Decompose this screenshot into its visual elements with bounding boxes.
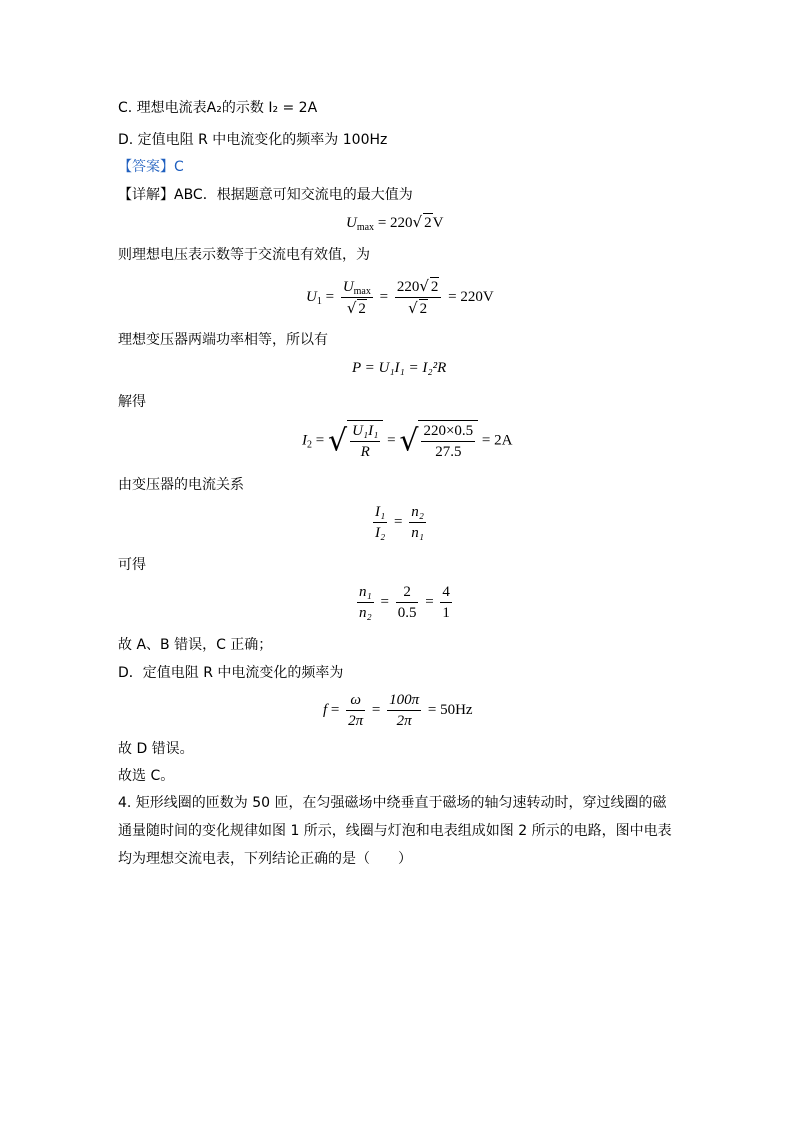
equation-i2: $I_2$ = √ $\frac{\text{U₁I₁}}{R}$ = √ $\frac{220\times 0.5}{27.5}$ = 2A — [302, 420, 512, 462]
equation-u1: $U_1$ = $\frac{U_{max}}{√ 2}$ = $\frac{220√ 2}{√ 2}$ = 220V — [306, 277, 494, 317]
ratio-intro: 由变压器的电流关系 — [118, 477, 244, 493]
rms-intro: 则理想电压表示数等于交流电有效值，为 — [118, 247, 370, 263]
equation-turns-ratio: $\frac{\text{n₁}}{\text{n₂}}$ = $\frac{2}{0.5}$ = $\frac{4}{1}$ — [359, 584, 450, 621]
option-c: C. 理想电流表A₂的示数 I₂ = 2A — [118, 100, 318, 116]
conclusion-d: 故 D 错误。 — [118, 741, 194, 757]
equation-power: P = U₁I₁ = I₂²R — [352, 360, 447, 376]
obtain-label: 可得 — [118, 557, 146, 573]
detail-intro: 【详解】ABC．根据题意可知交流电的最大值为 — [118, 187, 413, 203]
equation-umax: $U_{max} = 220√$ 2V — [346, 213, 444, 233]
question-4-line-2: 通量随时间的变化规律如图 1 所示，线圈与灯泡和电表组成如图 2 所示的电路，图中电表 — [118, 823, 672, 839]
power-intro: 理想变压器两端功率相等，所以有 — [118, 332, 328, 348]
equation-current-ratio: $\frac{\text{I₁}}{\text{I₂}}$ = $\frac{\text{n₂}}{\text{n₁}}$ — [375, 504, 424, 541]
question-4-line-3: 均为理想交流电表，下列结论正确的是（ ） — [118, 851, 412, 867]
option-d: D. 定值电阻 R 中电流变化的频率为 100Hz — [118, 132, 388, 148]
question-4-line-1: 4. 矩形线圈的匝数为 50 匝，在匀强磁场中绕垂直于磁场的轴匀速转动时，穿过线圈的磁 — [118, 795, 667, 811]
conclusion-abc: 故 A、B 错误，C 正确； — [118, 637, 273, 653]
equation-frequency: f = $\frac{\omega}{2\pi}$ = $\frac{100\pi}{2\pi}$ = 50Hz — [323, 692, 473, 729]
d-intro: D．定值电阻 R 中电流变化的频率为 — [118, 665, 344, 681]
solve-label: 解得 — [118, 394, 146, 410]
answer-label: 【答案】C — [118, 159, 184, 175]
final-choice: 故选 C。 — [118, 768, 175, 784]
